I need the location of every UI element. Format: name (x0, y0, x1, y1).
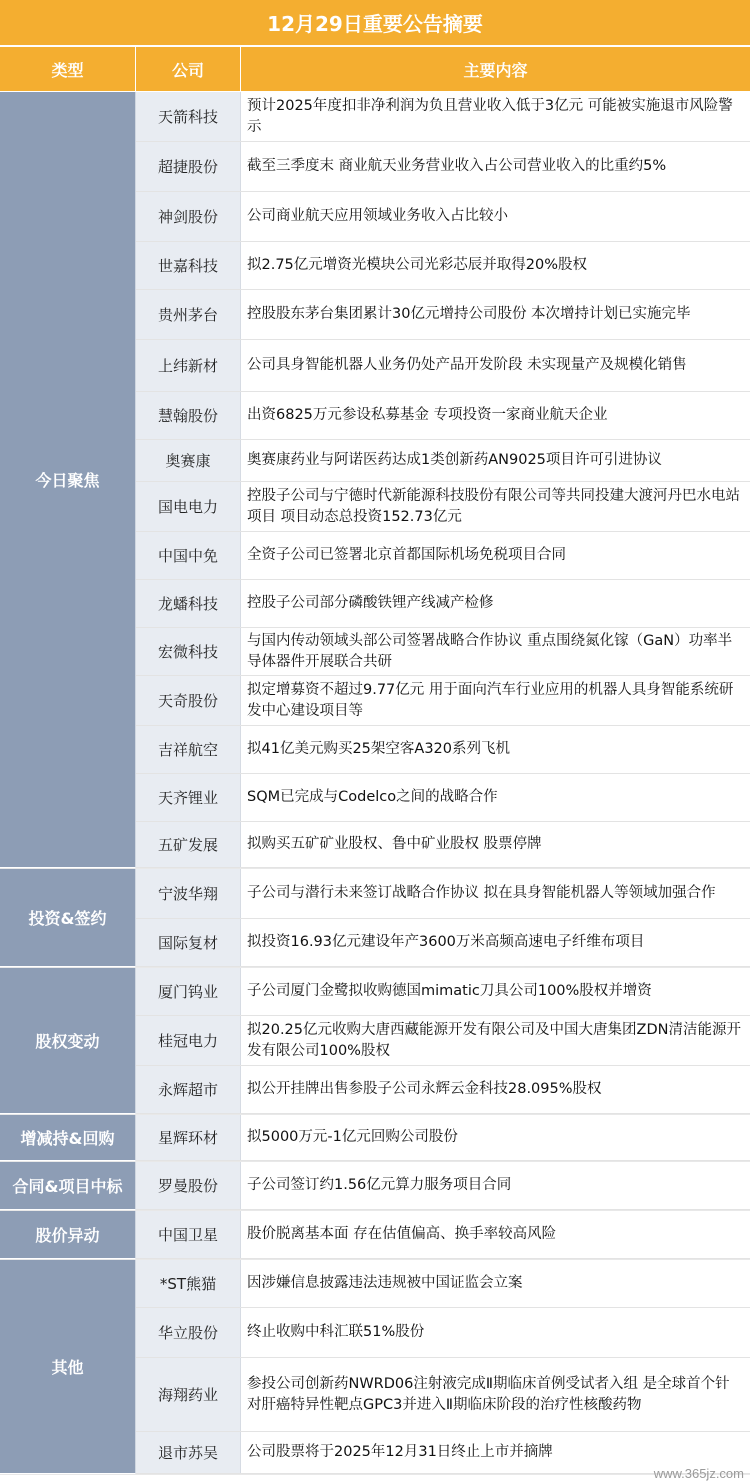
content-text: 公司具身智能机器人业务仍处产品开发阶段 未实现量产及规模化销售 (247, 357, 687, 373)
page-title: 12月29日重要公告摘要 (0, 0, 750, 46)
company-cell: 慧翰股份 (136, 392, 241, 439)
company-cell: 天齐锂业 (136, 774, 241, 821)
category-rows (136, 1211, 750, 1259)
table-row (136, 242, 750, 290)
category-label: 投资&签约 (0, 869, 136, 967)
table-row (136, 628, 750, 676)
table-row (136, 1115, 750, 1161)
company-cell: 中国中免 (136, 532, 241, 579)
content-cell (241, 340, 750, 391)
category-label: 合同&项目中标 (0, 1162, 136, 1210)
company-cell: 永辉超市 (136, 1066, 241, 1113)
content-text: 控股股东茅台集团累计30亿元增持公司股份 本次增持计划已实施完毕 (247, 306, 691, 322)
category-rows (136, 1115, 750, 1161)
table-row (136, 142, 750, 192)
content-cell (241, 1260, 750, 1307)
content-text: 拟购买五矿矿业股权、鲁中矿业股权 股票停牌 (247, 836, 542, 852)
announcement-table (0, 92, 750, 1475)
content-text: 子公司签订约1.56亿元算力服务项目合同 (247, 1177, 512, 1193)
category-group (0, 968, 750, 1115)
content-text: SQM已完成与Codelco之间的战略合作 (247, 789, 498, 805)
category-group (0, 1260, 750, 1475)
table-header (0, 47, 750, 91)
table-row (136, 919, 750, 967)
company-cell: 神剑股份 (136, 192, 241, 241)
company-cell: 星辉环材 (136, 1115, 241, 1160)
content-text: 预计2025年度扣非净利润为负且营业收入低于3亿元 可能被实施退市风险警示 (247, 97, 733, 135)
content-text: 拟公开挂牌出售参股子公司永辉云金科技28.095%股权 (247, 1081, 602, 1097)
content-cell (241, 242, 750, 289)
content-text: 公司商业航天应用领域业务收入占比较小 (247, 208, 508, 224)
content-cell (241, 1115, 750, 1160)
table-row (136, 676, 750, 726)
table-row (136, 192, 750, 242)
content-cell (241, 92, 750, 141)
content-text: 参投公司创新药NWRD06注射液完成Ⅱ期临床首例受试者入组 是全球首个针对肝癌特异性靶点GPC3并进入Ⅱ期临床阶段的治疗性核酸药物 (247, 1375, 730, 1413)
company-cell: 中国卫星 (136, 1211, 241, 1258)
content-text: 公司股票将于2025年12月31日终止上市并摘牌 (247, 1444, 553, 1460)
company-cell: 五矿发展 (136, 822, 241, 867)
company-cell: 国际复材 (136, 919, 241, 966)
table-row (136, 1260, 750, 1308)
content-text: 因涉嫌信息披露违法违规被中国证监会立案 (247, 1275, 523, 1291)
category-rows (136, 869, 750, 967)
table-row (136, 290, 750, 340)
company-cell: 国电电力 (136, 482, 241, 531)
table-row (136, 1066, 750, 1114)
content-text: 拟5000万元-1亿元回购公司股份 (247, 1129, 458, 1145)
content-text: 拟41亿美元购买25架空客A320系列飞机 (247, 741, 510, 757)
table-row (136, 869, 750, 919)
content-cell (241, 822, 750, 867)
category-group (0, 1162, 750, 1211)
table-row (136, 1308, 750, 1358)
content-text: 与国内传动领域头部公司签署战略合作协议 重点围绕氮化镓（GaN）功率半导体器件开展联合共研 (247, 632, 733, 670)
company-cell: 世嘉科技 (136, 242, 241, 289)
content-text: 控股子公司与宁德时代新能源科技股份有限公司等共同投建大渡河丹巴水电站项目 项目动态总投资152.73亿元 (247, 487, 740, 525)
content-text: 拟定增募资不超过9.77亿元 用于面向汽车行业应用的机器人具身智能系统研发中心建设项目等 (247, 681, 734, 719)
company-cell: 宁波华翔 (136, 869, 241, 918)
category-label: 增减持&回购 (0, 1115, 136, 1161)
content-cell (241, 1308, 750, 1357)
header-type: 类型 (0, 47, 136, 91)
company-cell: 天箭科技 (136, 92, 241, 141)
table-row (136, 822, 750, 868)
content-cell (241, 532, 750, 579)
content-cell (241, 1358, 750, 1431)
content-cell (241, 869, 750, 918)
table-row (136, 1358, 750, 1432)
site-watermark: www.365jz.com (653, 1466, 744, 1481)
content-cell (241, 628, 750, 675)
table-row (136, 968, 750, 1016)
company-cell: 上纬新材 (136, 340, 241, 391)
company-cell: 退市苏吴 (136, 1432, 241, 1473)
category-group (0, 1211, 750, 1260)
category-label: 股价异动 (0, 1211, 136, 1259)
content-cell (241, 919, 750, 966)
content-text: 奥赛康药业与阿诺医药达成1类创新药AN9025项目许可引进协议 (247, 452, 662, 468)
table-row (136, 440, 750, 482)
company-cell: *ST熊猫 (136, 1260, 241, 1307)
company-cell: 厦门钨业 (136, 968, 241, 1015)
company-cell: 超捷股份 (136, 142, 241, 191)
header-company: 公司 (136, 47, 241, 91)
category-rows (136, 1162, 750, 1210)
content-cell (241, 1066, 750, 1113)
table-row (136, 774, 750, 822)
content-text: 截至三季度末 商业航天业务营业收入占公司营业收入的比重约5% (247, 158, 667, 174)
content-cell (241, 482, 750, 531)
category-group (0, 869, 750, 968)
content-cell (241, 1016, 750, 1065)
table-row (136, 1211, 750, 1259)
category-rows (136, 968, 750, 1114)
company-cell: 奥赛康 (136, 440, 241, 481)
content-cell (241, 142, 750, 191)
content-text: 拟2.75亿元增资光模块公司光彩芯辰并取得20%股权 (247, 257, 588, 273)
content-text: 拟投资16.93亿元建设年产3600万米高频高速电子纤维布项目 (247, 934, 645, 950)
table-row (136, 1162, 750, 1210)
category-group (0, 1115, 750, 1162)
company-cell: 天奇股份 (136, 676, 241, 725)
category-rows (136, 1260, 750, 1474)
table-row (136, 392, 750, 440)
company-cell: 桂冠电力 (136, 1016, 241, 1065)
content-text: 终止收购中科汇联51%股份 (247, 1324, 425, 1340)
category-label: 股权变动 (0, 968, 136, 1114)
table-row (136, 1016, 750, 1066)
table-row (136, 726, 750, 774)
company-cell: 华立股份 (136, 1308, 241, 1357)
category-label: 其他 (0, 1260, 136, 1474)
content-cell (241, 1162, 750, 1209)
content-cell (241, 968, 750, 1015)
company-cell: 宏微科技 (136, 628, 241, 675)
table-row (136, 580, 750, 628)
table-row (136, 482, 750, 532)
content-cell (241, 1211, 750, 1258)
company-cell: 龙蟠科技 (136, 580, 241, 627)
header-content: 主要内容 (463, 60, 528, 80)
content-cell (241, 290, 750, 339)
content-text: 拟20.25亿元收购大唐西藏能源开发有限公司及中国大唐集团ZDN清洁能源开发有限公司100%股权 (247, 1021, 741, 1059)
table-row (136, 532, 750, 580)
content-text: 控股子公司部分磷酸铁锂产线减产检修 (247, 595, 494, 611)
category-label: 今日聚焦 (0, 92, 136, 868)
company-cell: 吉祥航空 (136, 726, 241, 773)
content-text: 全资子公司已签署北京首都国际机场免税项目合同 (247, 547, 566, 563)
category-rows (136, 92, 750, 868)
company-cell: 罗曼股份 (136, 1162, 241, 1209)
content-text: 出资6825万元参设私募基金 专项投资一家商业航天企业 (247, 407, 608, 423)
content-text: 子公司厦门金鹭拟收购德国mimatic刀具公司100%股权并增资 (247, 983, 652, 999)
content-cell (241, 676, 750, 725)
content-text: 股价脱离基本面 存在估值偏高、换手率较高风险 (247, 1226, 557, 1242)
content-cell (241, 440, 750, 481)
company-cell: 海翔药业 (136, 1358, 241, 1431)
content-cell (241, 580, 750, 627)
content-cell (241, 774, 750, 821)
category-group (0, 92, 750, 869)
content-cell (241, 726, 750, 773)
content-text: 子公司与潜行未来签订战略合作协议 拟在具身智能机器人等领域加强合作 (247, 885, 716, 901)
table-row (136, 92, 750, 142)
content-cell (241, 192, 750, 241)
content-cell (241, 392, 750, 439)
company-cell: 贵州茅台 (136, 290, 241, 339)
table-row (136, 340, 750, 392)
